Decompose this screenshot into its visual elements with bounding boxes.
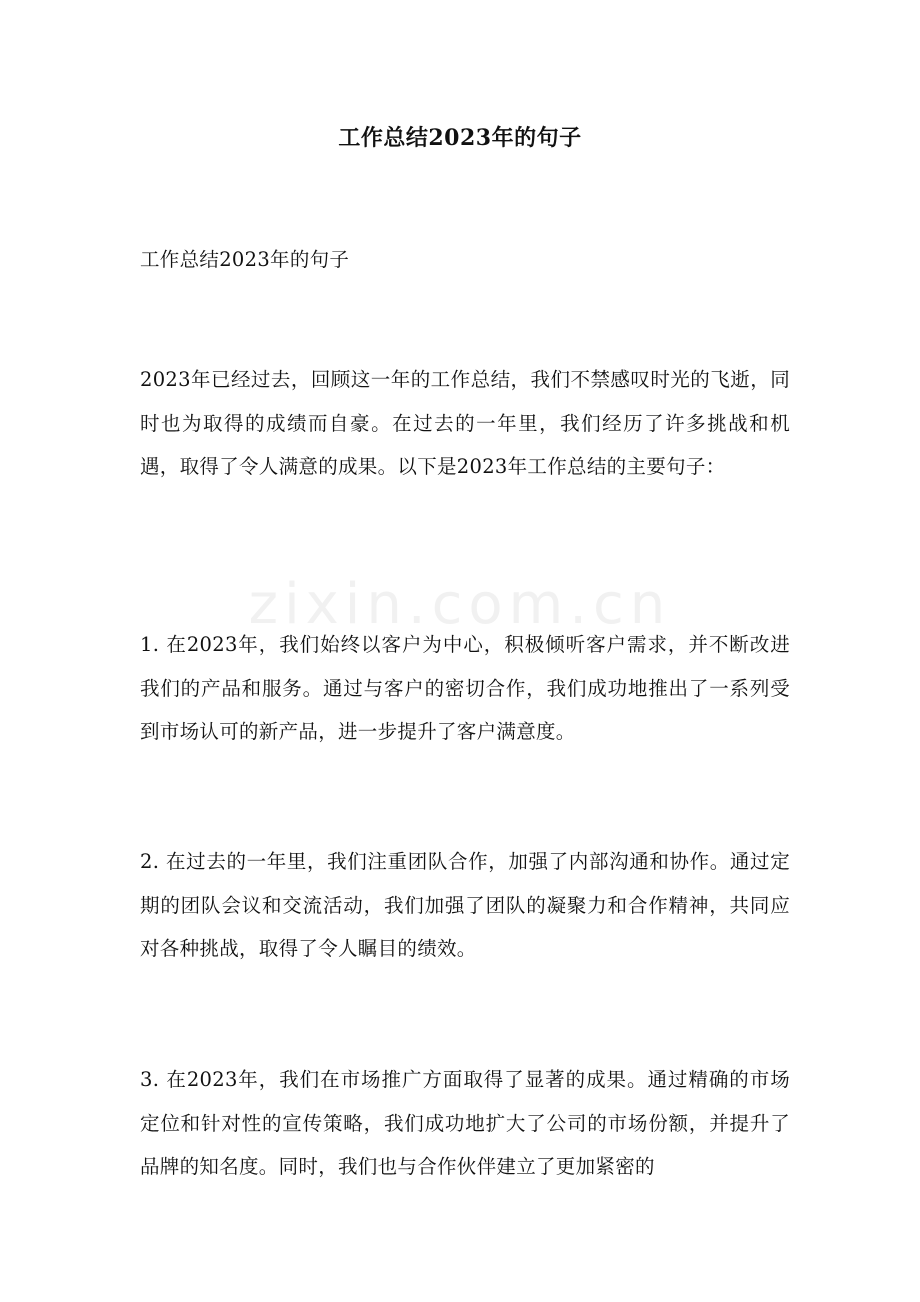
paragraph-intro: 2023年已经过去，回顾这一年的工作总结，我们不禁感叹时光的飞逝，同时也为取得的成绩而自豪。在过去的一年里，我们经历了许多挑战和机遇，取得了令人满意的成果。以下是2023年工作总结的主要句子： xyxy=(140,368,790,478)
document-subtitle: 工作总结2023年的句子 xyxy=(140,248,350,271)
paragraph-item-1: 1. 在2023年，我们始终以客户为中心，积极倾听客户需求，并不断改进我们的产品和服务。通过与客户的密切合作，我们成功地推出了一系列受到市场认可的新产品，进一步提升了客户满意度。 xyxy=(140,633,790,743)
document-title: 工作总结2023年的句子 xyxy=(338,125,582,151)
watermark: zixin.com.cn xyxy=(248,572,672,637)
paragraph-item-3: 3. 在2023年，我们在市场推广方面取得了显著的成果。通过精确的市场定位和针对性的宣传策略，我们成功地扩大了公司的市场份额，并提升了品牌的知名度。同时，我们也与合作伙伴建立了更加紧密的 xyxy=(140,1068,790,1178)
paragraph-item-2: 2. 在过去的一年里，我们注重团队合作，加强了内部沟通和协作。通过定期的团队会议和交流活动，我们加强了团队的凝聚力和合作精神，共同应对各种挑战，取得了令人瞩目的绩效。 xyxy=(140,850,790,960)
